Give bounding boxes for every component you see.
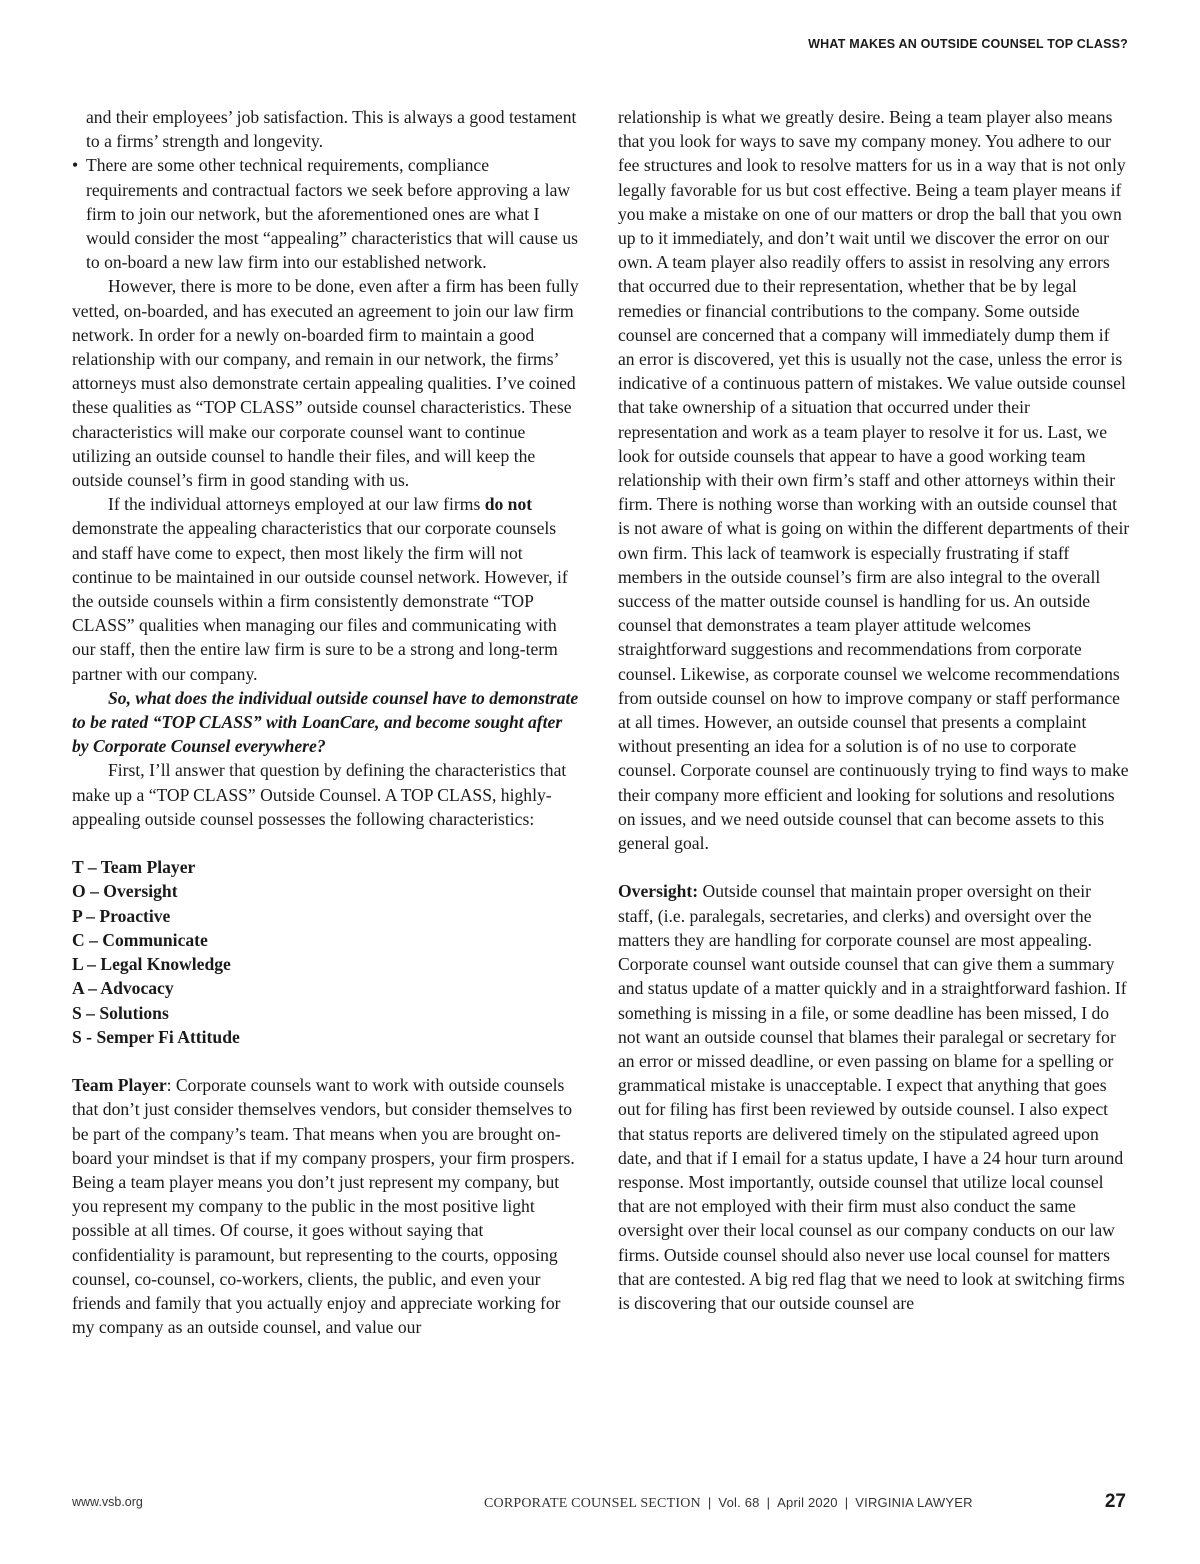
left-column: [72, 105, 580, 1339]
list-item: P – Proactive: [72, 905, 171, 926]
team-player-heading: Team Player: [72, 1075, 167, 1096]
bullet-text: There are some other technical requirements, compliance requirements and contractual factors we seek before approving a law firm to join our network, but the aforementioned ones are what I would consider the most “appealing” characteristics that will cause us to on-board a new law firm into our established network.: [86, 155, 578, 273]
text-run: demonstrate the appealing characteristics that our corporate counsels and staff have come to expect, then most likely the firm will not continue to be maintained in our outside counsel network. However, if the outside counsels within a firm consistently demonstrate “TOP CLASS” qualities when managing our files and communicating with our staff, then the entire law firm is sure to be a strong and long-term partner with our company.: [72, 518, 568, 684]
list-item: O – Oversight: [72, 881, 178, 902]
top-class-list: [72, 855, 580, 1049]
spacer: [72, 831, 580, 855]
paragraph-team-player-continued: relationship is what we greatly desire. Being a team player also means that you look for ways to save my company money. You adhere to our fee structures and look to resolve matters for us in a way that is not only legally favorable for us but cost effective. Being a team player means if you make a mistake on one of our matters or drop the ball that you own up to it immediately, and don’t wait until we discover the error on our own. A team player also readily offers to assist in resolving any errors that occurred due to their representation, whether that be by legal remedies or financial contributions to the company. Some outside counsel are concerned that a company will immediately dump them if an error is discovered, yet this is usually not the case, unless the error is indicative of a continuous pattern of mistakes. We value outside counsel that take ownership of a situation that occurred under their representation and work as a team player to resolve it for us. Last, we look for outside counsels that appear to have a good working team relationship with their own firm’s staff and other attorneys within their firm. There is nothing worse than working with an outside counsel that is not aware of what is going on within the different departments of their own firm. This lack of teamwork is especially frustrating if staff members in the outside counsel’s firm are also integral to the overall success of the matter outside counsel is handling for us. An outside counsel that demonstrates a team player attitude welcomes straightforward suggestions and recommendations from corporate counsel. Likewise, as corporate counsel we welcome recommendations from outside counsel on how to improve company or staff performance at all times. However, an outside counsel that presents a complaint without presenting an idea for a solution is of no use to corporate counsel. Corporate counsel are continuously trying to find ways to make their company more efficient and looking for solutions and resolutions on issues, and we need outside counsel that can become assets to this general goal.: [618, 107, 1130, 854]
text-run: If the individual attorneys employed at our law firms: [108, 494, 485, 515]
page-footer: [0, 1493, 1200, 1523]
running-title: WHAT MAKES AN OUTSIDE COUNSEL TOP CLASS?: [808, 37, 1128, 51]
spacer: [618, 855, 1130, 879]
website-url: www.vsb.org: [72, 1495, 143, 1509]
spacer: [72, 1049, 580, 1073]
section-name: CORPORATE COUNSEL SECTION: [484, 1496, 701, 1511]
paragraph-individual-attorneys: [72, 492, 580, 686]
paragraph-continued: and their employees’ job satisfaction. This is always a good testament to a firms’ strength and longevity.: [86, 107, 577, 152]
separator: |: [844, 1495, 849, 1510]
page-number: 27: [1104, 1491, 1126, 1512]
bullet-item: [72, 153, 580, 274]
paragraph-however: However, there is more to be done, even after a firm has been fully vetted, on-boarded, and has executed an agreement to join our law firm network. In order for a newly on-boarded firm to maintain a good relationship with our company, and remain in our network, the firms’ attorneys must also demonstrate certain appealing qualities. I’ve coined these qualities as “TOP CLASS” outside counsel characteristics. These characteristics will make our corporate counsel want to continue utilizing an outside counsel to handle their files, and will keep the outside counsel’s firm in good standing with us.: [72, 276, 579, 491]
bullet-dot: •: [72, 155, 79, 176]
list-item: L – Legal Knowledge: [72, 954, 231, 975]
issue-date: April 2020: [777, 1495, 838, 1510]
lead-question: So, what does the individual outside counsel have to demonstrate to be rated “TOP CLASS” with LoanCare, and become sought after by Corporate Counsel everywhere?: [72, 687, 579, 757]
emphasis-do-not: do not: [484, 494, 533, 515]
right-column: [618, 105, 1130, 1315]
list-item: A – Advocacy: [72, 978, 174, 999]
list-item: T – Team Player: [72, 857, 196, 878]
volume: Vol. 68: [718, 1495, 760, 1510]
magazine-name: VIRGINIA LAWYER: [855, 1495, 973, 1510]
list-item: S – Solutions: [72, 1002, 169, 1023]
separator: |: [766, 1495, 771, 1510]
publication-line: [484, 1495, 973, 1512]
separator: |: [707, 1495, 712, 1510]
text-run: Outside counsel that maintain proper oversight on their staff, (i.e. paralegals, secretaries, and clerks) and oversight over the matters they are handling for corporate counsel are most appealing. Corporate counsel want outside counsel that can give them a summary and status update of a matter quickly and in a straightforward fashion. If something is missing in a file, or some deadline has been missed, I do not want an outside counsel that blames their paralegal or secretary for an error or missed deadline, or even passing on blame for a spelling or grammatical mistake is unacceptable. I expect that anything that goes out for filing has first been reviewed by outside counsel. I also expect that status reports are delivered timely on the stipulated agreed upon date, and that if I email for a status update, I have a 24 hour turn around response. Most importantly, outside counsel that utilize local counsel that are not employed with their firm must also conduct the same oversight over their local counsel as our company conducts on our law firms. Outside counsel should also never use local counsel for matters that are contested. A big red flag that we need to look at switching firms is discovering that our outside counsel are: [618, 881, 1127, 1313]
list-item: C – Communicate: [72, 929, 208, 950]
list-item: S - Semper Fi Attitude: [72, 1026, 240, 1047]
text-run: : Corporate counsels want to work with outside counsels that don’t just consider themselves vendors, but consider themselves to be part of the company’s team. That means when you are brought on-board your mindset is that if my company prospers, your firm prospers. Being a team player means you don’t just represent my company, but you represent my company to the public in the most positive light possible at all times. Of course, it goes without saying that confidentiality is paramount, but representing to the courts, opposing counsel, co-counsel, co-workers, clients, the public, and even your friends and family that you actually enjoy and appreciate working for my company as an outside counsel, and value our: [72, 1075, 575, 1338]
paragraph-team-player: [72, 1073, 580, 1339]
oversight-heading: Oversight:: [618, 881, 699, 902]
paragraph-oversight: [618, 879, 1130, 1315]
paragraph-first: First, I’ll answer that question by defining the characteristics that make up a “TOP CLASS” Outside Counsel. A TOP CLASS, highly-appealing outside counsel possesses the following characteristics:: [72, 760, 567, 829]
